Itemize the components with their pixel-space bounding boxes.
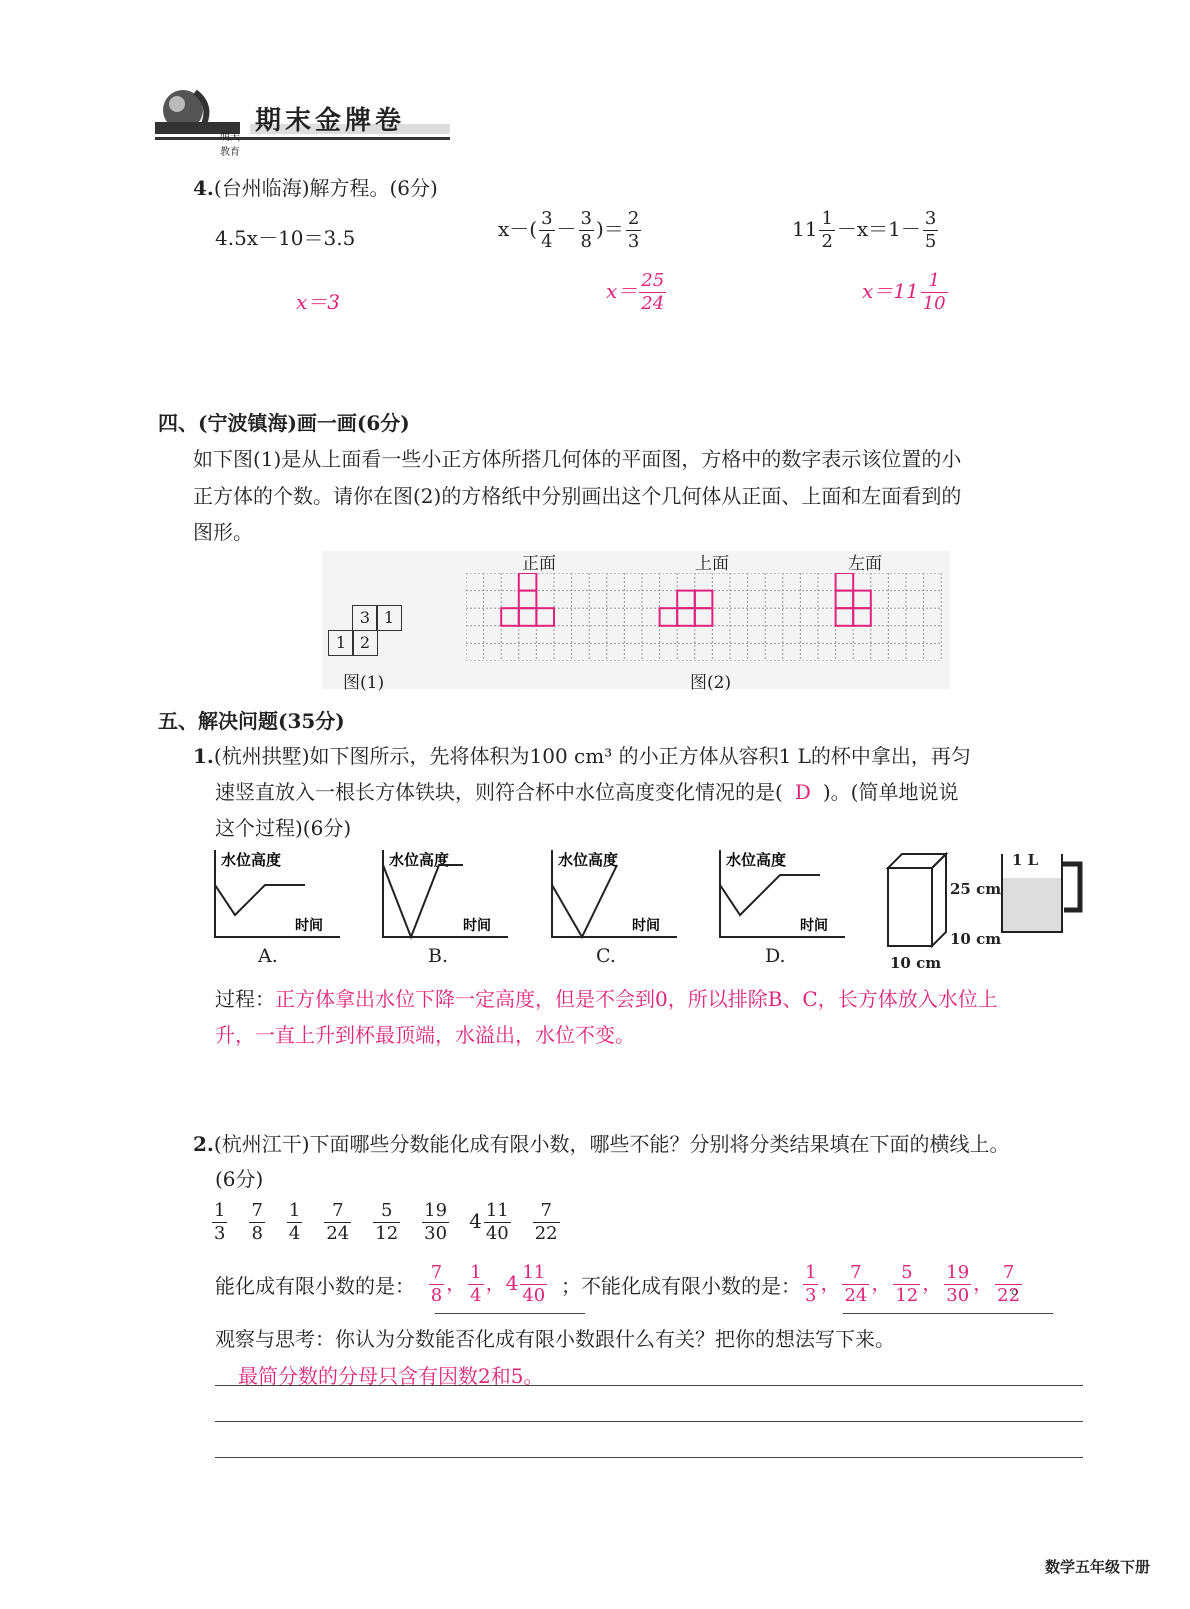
y-axis-label: 水位高度 (558, 851, 619, 869)
water-level-line (383, 865, 463, 937)
fraction (427, 1262, 446, 1306)
q4-title (193, 172, 438, 201)
q1-answer: D (794, 780, 811, 804)
top-view-square (695, 591, 713, 609)
fraction (210, 1200, 229, 1244)
whole-part: 4 (505, 1271, 519, 1295)
fraction (891, 1262, 922, 1306)
process-line2: 升，一直上升到杯最顶端，水溢出，水位不变。 (215, 1023, 635, 1047)
fig1-cell: 1 (328, 630, 354, 656)
denominator: 3 (805, 1285, 817, 1306)
fraction: $\frac{25}{24}$ (641, 270, 665, 314)
answer-1: x＝3 (296, 290, 341, 314)
q2-line1: 2.(杭州江干)下面哪些分数能化成有限小数，哪些不能？分别将分类结果填在下面的横线上。 (193, 1132, 1010, 1156)
process-line1: 过程：正方体拿出水位下降一定高度，但是不会到0，所以排除B、C，长方体放入水位上 (215, 987, 998, 1011)
footer-text: 数学五年级下册 (1045, 1558, 1151, 1576)
view-left-label: 左面 (848, 554, 882, 574)
top-view-square (677, 608, 695, 626)
fraction (420, 1200, 451, 1244)
numerator: 1 (805, 1262, 817, 1283)
denominator: 12 (895, 1285, 919, 1306)
denominator: 8 (430, 1285, 443, 1306)
separator: ， (446, 1271, 467, 1295)
denominator: 24 (844, 1285, 868, 1306)
page-title: 期末金牌卷 (255, 106, 406, 136)
fig2-caption: 图(2) (690, 673, 732, 693)
fraction-list (210, 1200, 580, 1245)
fraction (942, 1262, 973, 1306)
q1-line3: 这个过程)(6分) (215, 816, 352, 840)
s4-text-line2: 正方体的个数。请你在图(2)的方格纸中分别画出这个几何体从正面、上面和左面看到的 (193, 484, 962, 508)
numerator: 19 (424, 1200, 448, 1221)
denominator: 12 (375, 1223, 399, 1244)
numerator: 1 (470, 1262, 482, 1283)
s4-text-line3: 图形。 (193, 520, 253, 544)
front-view-square (519, 608, 537, 626)
fraction (840, 1262, 871, 1306)
section-4-heading: 四、(宁波镇海)画一画(6分) (158, 411, 410, 435)
separator: ， (871, 1271, 892, 1295)
fig1-caption: 图(1) (343, 673, 385, 693)
option-b: B. (428, 945, 449, 967)
fraction (469, 1200, 513, 1244)
option-a: A. (258, 945, 278, 967)
denominator: 30 (424, 1223, 448, 1244)
fraction: $\frac{1}{2}$ (821, 208, 833, 252)
left-view-square (836, 608, 854, 626)
numerator: 1 (214, 1200, 226, 1221)
q1-line1: 1.(杭州拱墅)如下图所示，先将体积为100 cm³ 的小正方体从容积1 L的杯中拿出，再匀 (193, 744, 971, 768)
separator: ， (485, 1271, 506, 1295)
block-depth-label: 10 cm (950, 930, 1002, 948)
denominator: 24 (326, 1223, 350, 1244)
writing-line (215, 1385, 1083, 1386)
front-view-square (519, 591, 537, 609)
fraction (247, 1200, 266, 1244)
fraction (801, 1262, 820, 1306)
left-view-square (853, 608, 871, 626)
fig1-cell: 3 (352, 605, 378, 631)
q1-line2: 速竖直放入一根长方体铁块，则符合杯中水位高度变化情况的是( D )。(简单地说说 (215, 780, 959, 804)
water-level-line (215, 885, 305, 915)
can-row: 能化成有限小数的是： $\frac{7}{8}$ ， $\frac{1}{4}$ ，4 $\frac{11}{40}$ ；不能化成有限小数的是： $\frac{1}{3}$ ， $\frac{7}{24}$ ， $\frac{5}{12}$ ， $\frac{19}{30}$ ， $\frac{7}{22}$ 。 (215, 1262, 1031, 1306)
fraction: $\frac{2}{3}$ (627, 208, 640, 252)
numerator: 7 (995, 1262, 1022, 1285)
answer-3: x＝11 $\frac{1}{10}$ (862, 270, 946, 314)
view-front-label: 正面 (522, 554, 556, 574)
numerator: 7 (324, 1200, 351, 1223)
iron-block-icon (888, 854, 946, 946)
denominator: 22 (997, 1285, 1021, 1306)
denominator: 4 (288, 1223, 301, 1244)
front-view-square (519, 573, 537, 591)
answer-line (843, 1313, 1053, 1314)
equation-2: x－( $\frac{3}{4}$ － $\frac{3}{8}$ )＝ $\frac{2}{3}$ (498, 208, 640, 252)
fraction: $\frac{1}{10}$ (922, 270, 946, 314)
denominator: 40 (485, 1223, 509, 1244)
think-prompt: 观察与思考：你认为分数能否化成有限小数跟什么有关？把你的想法写下来。 (215, 1327, 895, 1351)
logo-text: 明天 教育 (220, 132, 240, 158)
answer-2: x＝ $\frac{25}{24}$ (606, 270, 665, 314)
can-answer (415, 1262, 561, 1307)
think-answer: 最简分数的分母只含有因数2和5。 (238, 1364, 544, 1388)
top-view-square (695, 608, 713, 626)
fraction: $\frac{3}{8}$ (580, 208, 592, 252)
denominator: 4 (470, 1285, 482, 1306)
fraction: $\frac{3}{5}$ (924, 208, 937, 252)
separator: ， (820, 1271, 841, 1295)
writing-line (215, 1421, 1083, 1422)
answer-line (435, 1313, 585, 1314)
numerator: 7 (842, 1262, 869, 1285)
separator: ， (922, 1271, 943, 1295)
denominator: 22 (534, 1223, 558, 1244)
numerator: 7 (251, 1200, 263, 1221)
q4-prompt: (台州临海)解方程。(6分) (213, 176, 438, 200)
numerator: 11 (522, 1262, 546, 1283)
fraction (285, 1200, 304, 1244)
y-axis-label: 水位高度 (726, 851, 787, 869)
numerator: 7 (533, 1200, 560, 1223)
cannot-answer (801, 1262, 1021, 1307)
equation-3: 11 $\frac{1}{2}$ －x＝1－ $\frac{3}{5}$ (792, 208, 937, 252)
left-view-square (853, 591, 871, 609)
figure-1 (328, 605, 408, 657)
fraction (531, 1200, 562, 1244)
fraction (505, 1262, 550, 1306)
x-axis-label: 时间 (463, 918, 491, 934)
option-c: C. (596, 945, 616, 967)
block-width-label: 10 cm (890, 954, 942, 972)
front-view-square (501, 608, 519, 626)
water-level-line (720, 875, 820, 915)
fraction (466, 1262, 485, 1306)
y-axis-label: 水位高度 (221, 851, 282, 869)
denominator: 40 (522, 1285, 546, 1306)
x-axis-label: 时间 (800, 918, 828, 934)
equation-1: 4.5x－10＝3.5 (215, 226, 356, 250)
fig1-cell: 2 (352, 630, 378, 656)
s4-text-line1: 如下图(1)是从上面看一些小正方体所搭几何体的平面图，方格中的数字表示该位置的小 (193, 447, 962, 471)
numerator: 5 (373, 1200, 400, 1223)
fraction: $\frac{3}{4}$ (541, 208, 553, 252)
y-axis-label: 水位高度 (389, 851, 450, 869)
denominator: 30 (946, 1285, 970, 1306)
cup-label: 1 L (1012, 851, 1039, 869)
denominator: 3 (214, 1223, 226, 1244)
eq2-prefix: x－( (498, 217, 538, 241)
fraction (371, 1200, 402, 1244)
front-view-square (536, 608, 554, 626)
numerator: 7 (430, 1262, 443, 1283)
numerator: 11 (485, 1200, 509, 1221)
figure-2-grid (466, 573, 950, 661)
water-level-line (552, 865, 617, 937)
numerator: 5 (893, 1262, 920, 1285)
view-top-label: 上面 (695, 554, 729, 574)
block-height-label: 25 cm (950, 880, 1002, 898)
option-d: D. (765, 945, 786, 967)
top-view-square (660, 608, 678, 626)
x-axis-label: 时间 (632, 918, 660, 934)
left-view-square (836, 573, 854, 591)
x-axis-label: 时间 (295, 918, 323, 934)
separator: ， (973, 1271, 994, 1295)
fig1-cell: 1 (376, 605, 402, 631)
writing-line (215, 1457, 1083, 1458)
top-view-square (677, 591, 695, 609)
numerator: 1 (288, 1200, 301, 1221)
q2-line2: (6分) (215, 1167, 264, 1191)
whole-part: 4 (469, 1209, 482, 1233)
denominator: 8 (251, 1223, 263, 1244)
fraction (322, 1200, 353, 1244)
section-5-heading: 五、解决问题(35分) (158, 709, 345, 733)
numerator: 19 (946, 1262, 970, 1283)
left-view-square (836, 591, 854, 609)
q4-number: 4. (193, 176, 214, 200)
